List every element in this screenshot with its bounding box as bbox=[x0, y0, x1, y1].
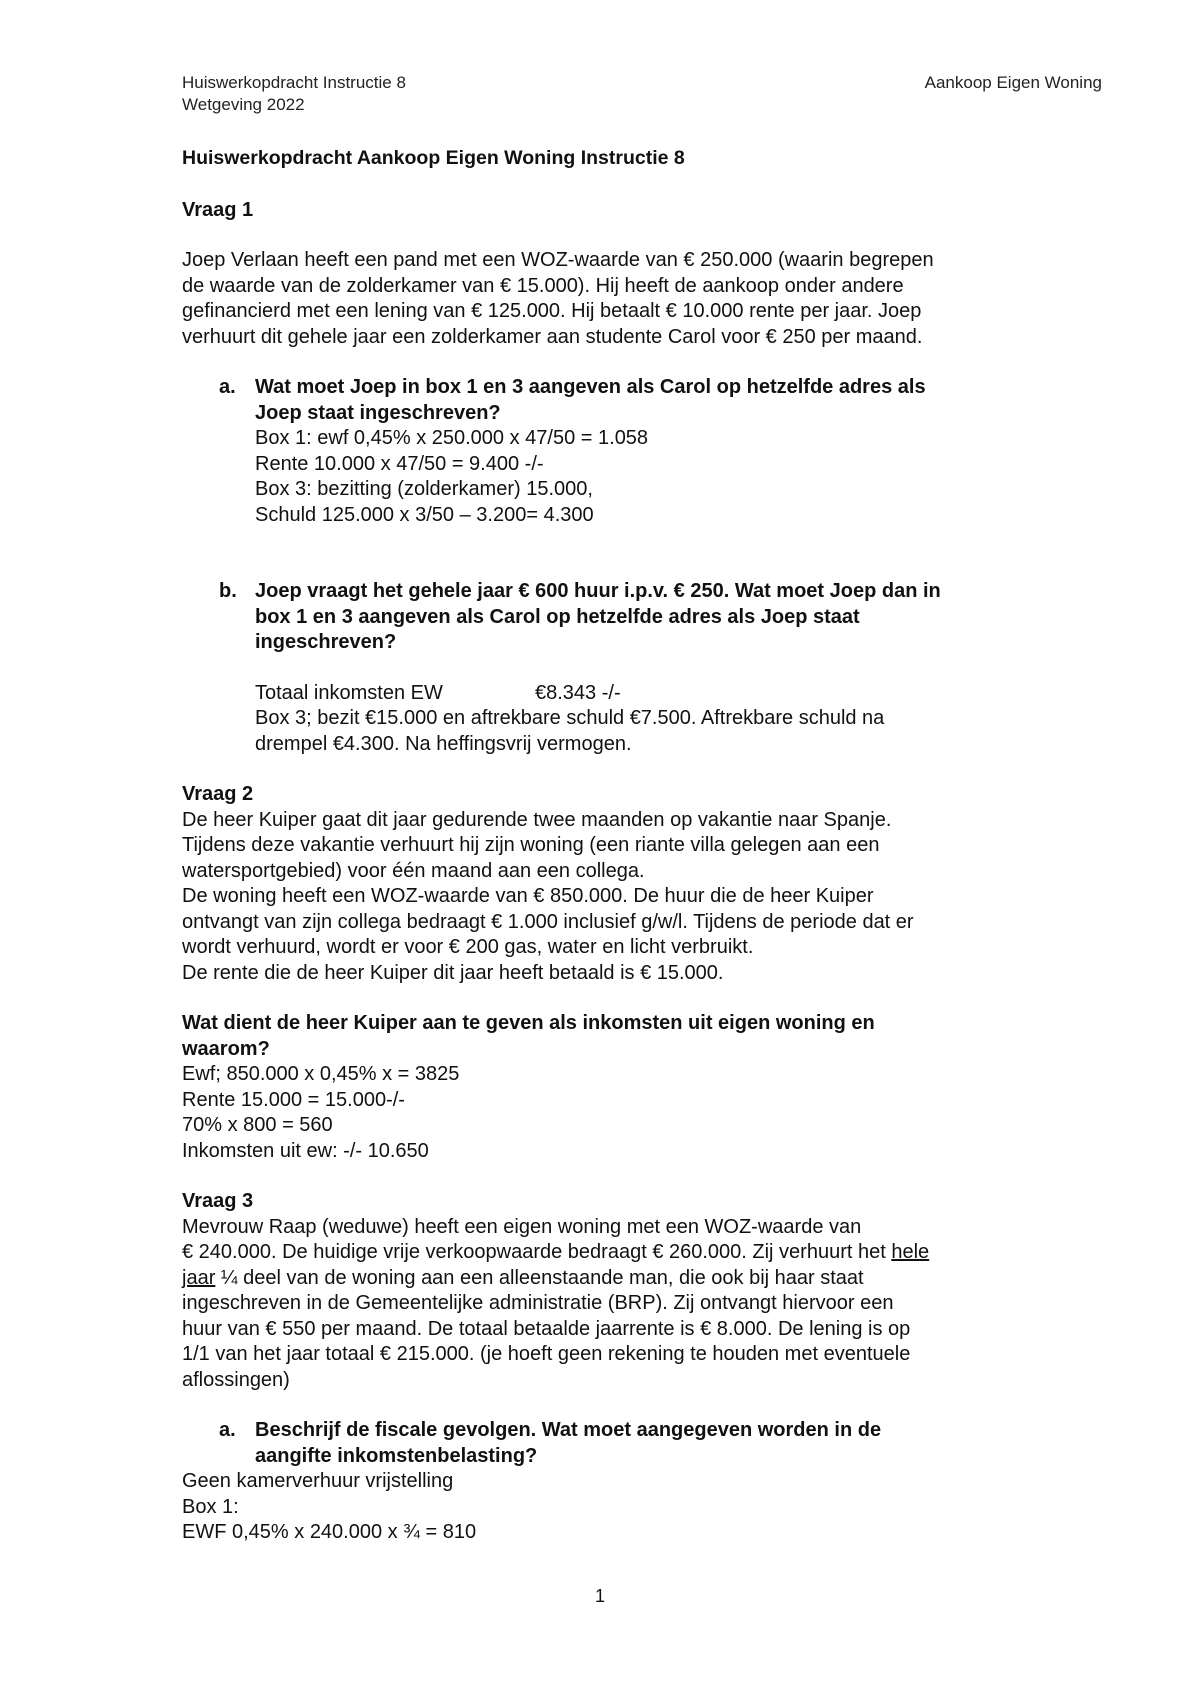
q2-intro-line: watersportgebied) voor één maand aan een collega. bbox=[182, 859, 645, 882]
document-body bbox=[182, 146, 1062, 1546]
q3-intro-line: ingeschreven in de Gemeentelijke administratie (BRP). Zij ontvangt hiervoor een bbox=[182, 1292, 894, 1314]
q1a-answer-line: Box 3: bezitting (zolderkamer) 15.000, bbox=[255, 478, 593, 500]
q1-intro-line: Joep Verlaan heeft een pand met een WOZ-waarde van € 250.000 (waarin begrepen bbox=[182, 249, 934, 271]
q3-intro-line: aflossingen) bbox=[182, 1368, 290, 1391]
q1b-marker: b. bbox=[219, 580, 237, 602]
q3-intro-line: 1/1 van het jaar totaal € 215.000. (je hoeft geen rekening te houden met eventuele bbox=[182, 1343, 911, 1365]
q3a-item bbox=[182, 1418, 1062, 1469]
q1b-answer-line: Box 3; bezit €15.000 en aftrekbare schuld €7.500. Aftrekbare schuld na bbox=[255, 707, 885, 729]
q1b-answer-total bbox=[255, 681, 1062, 707]
q1a-answer-line: Box 1: ewf 0,45% x 250.000 x 47/50 = 1.058 bbox=[255, 427, 649, 449]
q2-answer-line: Rente 15.000 = 15.000-/- bbox=[182, 1088, 405, 1111]
q1a-question-line: Joep staat ingeschreven? bbox=[255, 401, 501, 424]
q1a-marker: a. bbox=[219, 376, 236, 398]
q3-answer-line: EWF 0,45% x 240.000 x ¾ = 810 bbox=[182, 1521, 477, 1543]
q1-heading: Vraag 1 bbox=[182, 198, 254, 221]
header-topic: Aankoop Eigen Woning bbox=[924, 73, 1102, 92]
q3a-marker: a. bbox=[219, 1419, 236, 1441]
q1b-question-line: Joep vraagt het gehele jaar € 600 huur i.p.v. € 250. Wat moet Joep dan in bbox=[255, 580, 941, 602]
header-course: Huiswerkopdracht Instructie 8 bbox=[182, 73, 406, 92]
header-year: Wetgeving 2022 bbox=[182, 95, 305, 114]
q3a-question-line: Beschrijf de fiscale gevolgen. Wat moet aangegeven worden in de bbox=[255, 1419, 882, 1441]
q1-intro-line: verhuurt dit gehele jaar een zolderkamer aan studente Carol voor € 250 per maand. bbox=[182, 325, 923, 348]
header-left bbox=[182, 72, 406, 116]
q3-heading: Vraag 3 bbox=[182, 1190, 254, 1212]
q3-intro-text: ¼ deel van de woning aan een alleenstaande man, die ook bij haar staat bbox=[215, 1266, 864, 1289]
q2-heading: Vraag 2 bbox=[182, 783, 254, 805]
q1b-answer-value: €8.343 -/- bbox=[535, 681, 621, 704]
q1b-question-line: box 1 en 3 aangeven als Carol op hetzelfde adres als Joep staat bbox=[255, 605, 860, 628]
q2-intro-line: De woning heeft een WOZ-waarde van € 850.000. De huur die de heer Kuiper bbox=[182, 885, 874, 907]
q3-intro-line: huur van € 550 per maand. De totaal betaalde jaarrente is € 8.000. De lening is op bbox=[182, 1317, 911, 1340]
q2-intro-line: Tijdens deze vakantie verhuurt hij zijn woning (een riante villa gelegen aan een bbox=[182, 834, 880, 856]
q3-intro-underlined: hele bbox=[891, 1241, 930, 1263]
q2-intro-line: De heer Kuiper gaat dit jaar gedurende twee maanden op vakantie naar Spanje. bbox=[182, 808, 892, 831]
q1-intro-line: de waarde van de zolderkamer van € 15.000). Hij heeft de aankoop onder andere bbox=[182, 274, 904, 297]
page-number: 1 bbox=[594, 1586, 605, 1606]
q2-intro-line: wordt verhuurd, wordt er voor € 200 gas, water en licht verbruikt. bbox=[182, 936, 754, 958]
q3-intro-line: Mevrouw Raap (weduwe) heeft een eigen woning met een WOZ-waarde van bbox=[182, 1215, 862, 1238]
q3a-question-line: aangifte inkomstenbelasting? bbox=[255, 1444, 538, 1467]
q1b-answer-label: Totaal inkomsten EW bbox=[255, 681, 443, 704]
q1b-question-line: ingeschreven? bbox=[255, 631, 397, 653]
q3-intro-line bbox=[182, 1240, 1062, 1266]
q2-intro-line: ontvangt van zijn collega bedraagt € 1.000 inclusief g/w/l. Tijdens de periode dat er bbox=[182, 910, 914, 933]
q2-question-line: Wat dient de heer Kuiper aan te geven als inkomsten uit eigen woning en bbox=[182, 1012, 875, 1034]
q1b-answer-line: drempel €4.300. Na heffingsvrij vermogen. bbox=[255, 732, 632, 755]
document-title: Huiswerkopdracht Aankoop Eigen Woning Instructie 8 bbox=[182, 147, 685, 169]
q2-answer-line: 70% x 800 = 560 bbox=[182, 1114, 333, 1136]
q1a-answer-line: Schuld 125.000 x 3/50 – 3.200= 4.300 bbox=[255, 503, 594, 526]
q2-answer-line: Ewf; 850.000 x 0,45% x = 3825 bbox=[182, 1063, 460, 1085]
q2-answer-line: Inkomsten uit ew: -/- 10.650 bbox=[182, 1139, 429, 1162]
q1b-item bbox=[182, 579, 1062, 757]
q1a-item bbox=[182, 375, 1062, 528]
q3-answer-line: Box 1: bbox=[182, 1495, 239, 1518]
q2-intro-line: De rente die de heer Kuiper dit jaar heeft betaald is € 15.000. bbox=[182, 961, 724, 984]
q2-question-line: waarom? bbox=[182, 1037, 270, 1060]
q3-intro-underlined: jaar bbox=[182, 1266, 216, 1289]
q1-intro-line: gefinancierd met een lening van € 125.000. Hij betaalt € 10.000 rente per jaar. Joep bbox=[182, 300, 922, 322]
q3-intro-text: € 240.000. De huidige vrije verkoopwaarde bedraagt € 260.000. Zij verhuurt het bbox=[182, 1241, 892, 1263]
q1a-question-line: Wat moet Joep in box 1 en 3 aangeven als Carol op hetzelfde adres als bbox=[255, 376, 926, 398]
q1a-answer-line: Rente 10.000 x 47/50 = 9.400 -/- bbox=[255, 452, 544, 475]
q3-answer-line: Geen kamerverhuur vrijstelling bbox=[182, 1470, 454, 1492]
q3-intro-line bbox=[182, 1266, 1062, 1292]
